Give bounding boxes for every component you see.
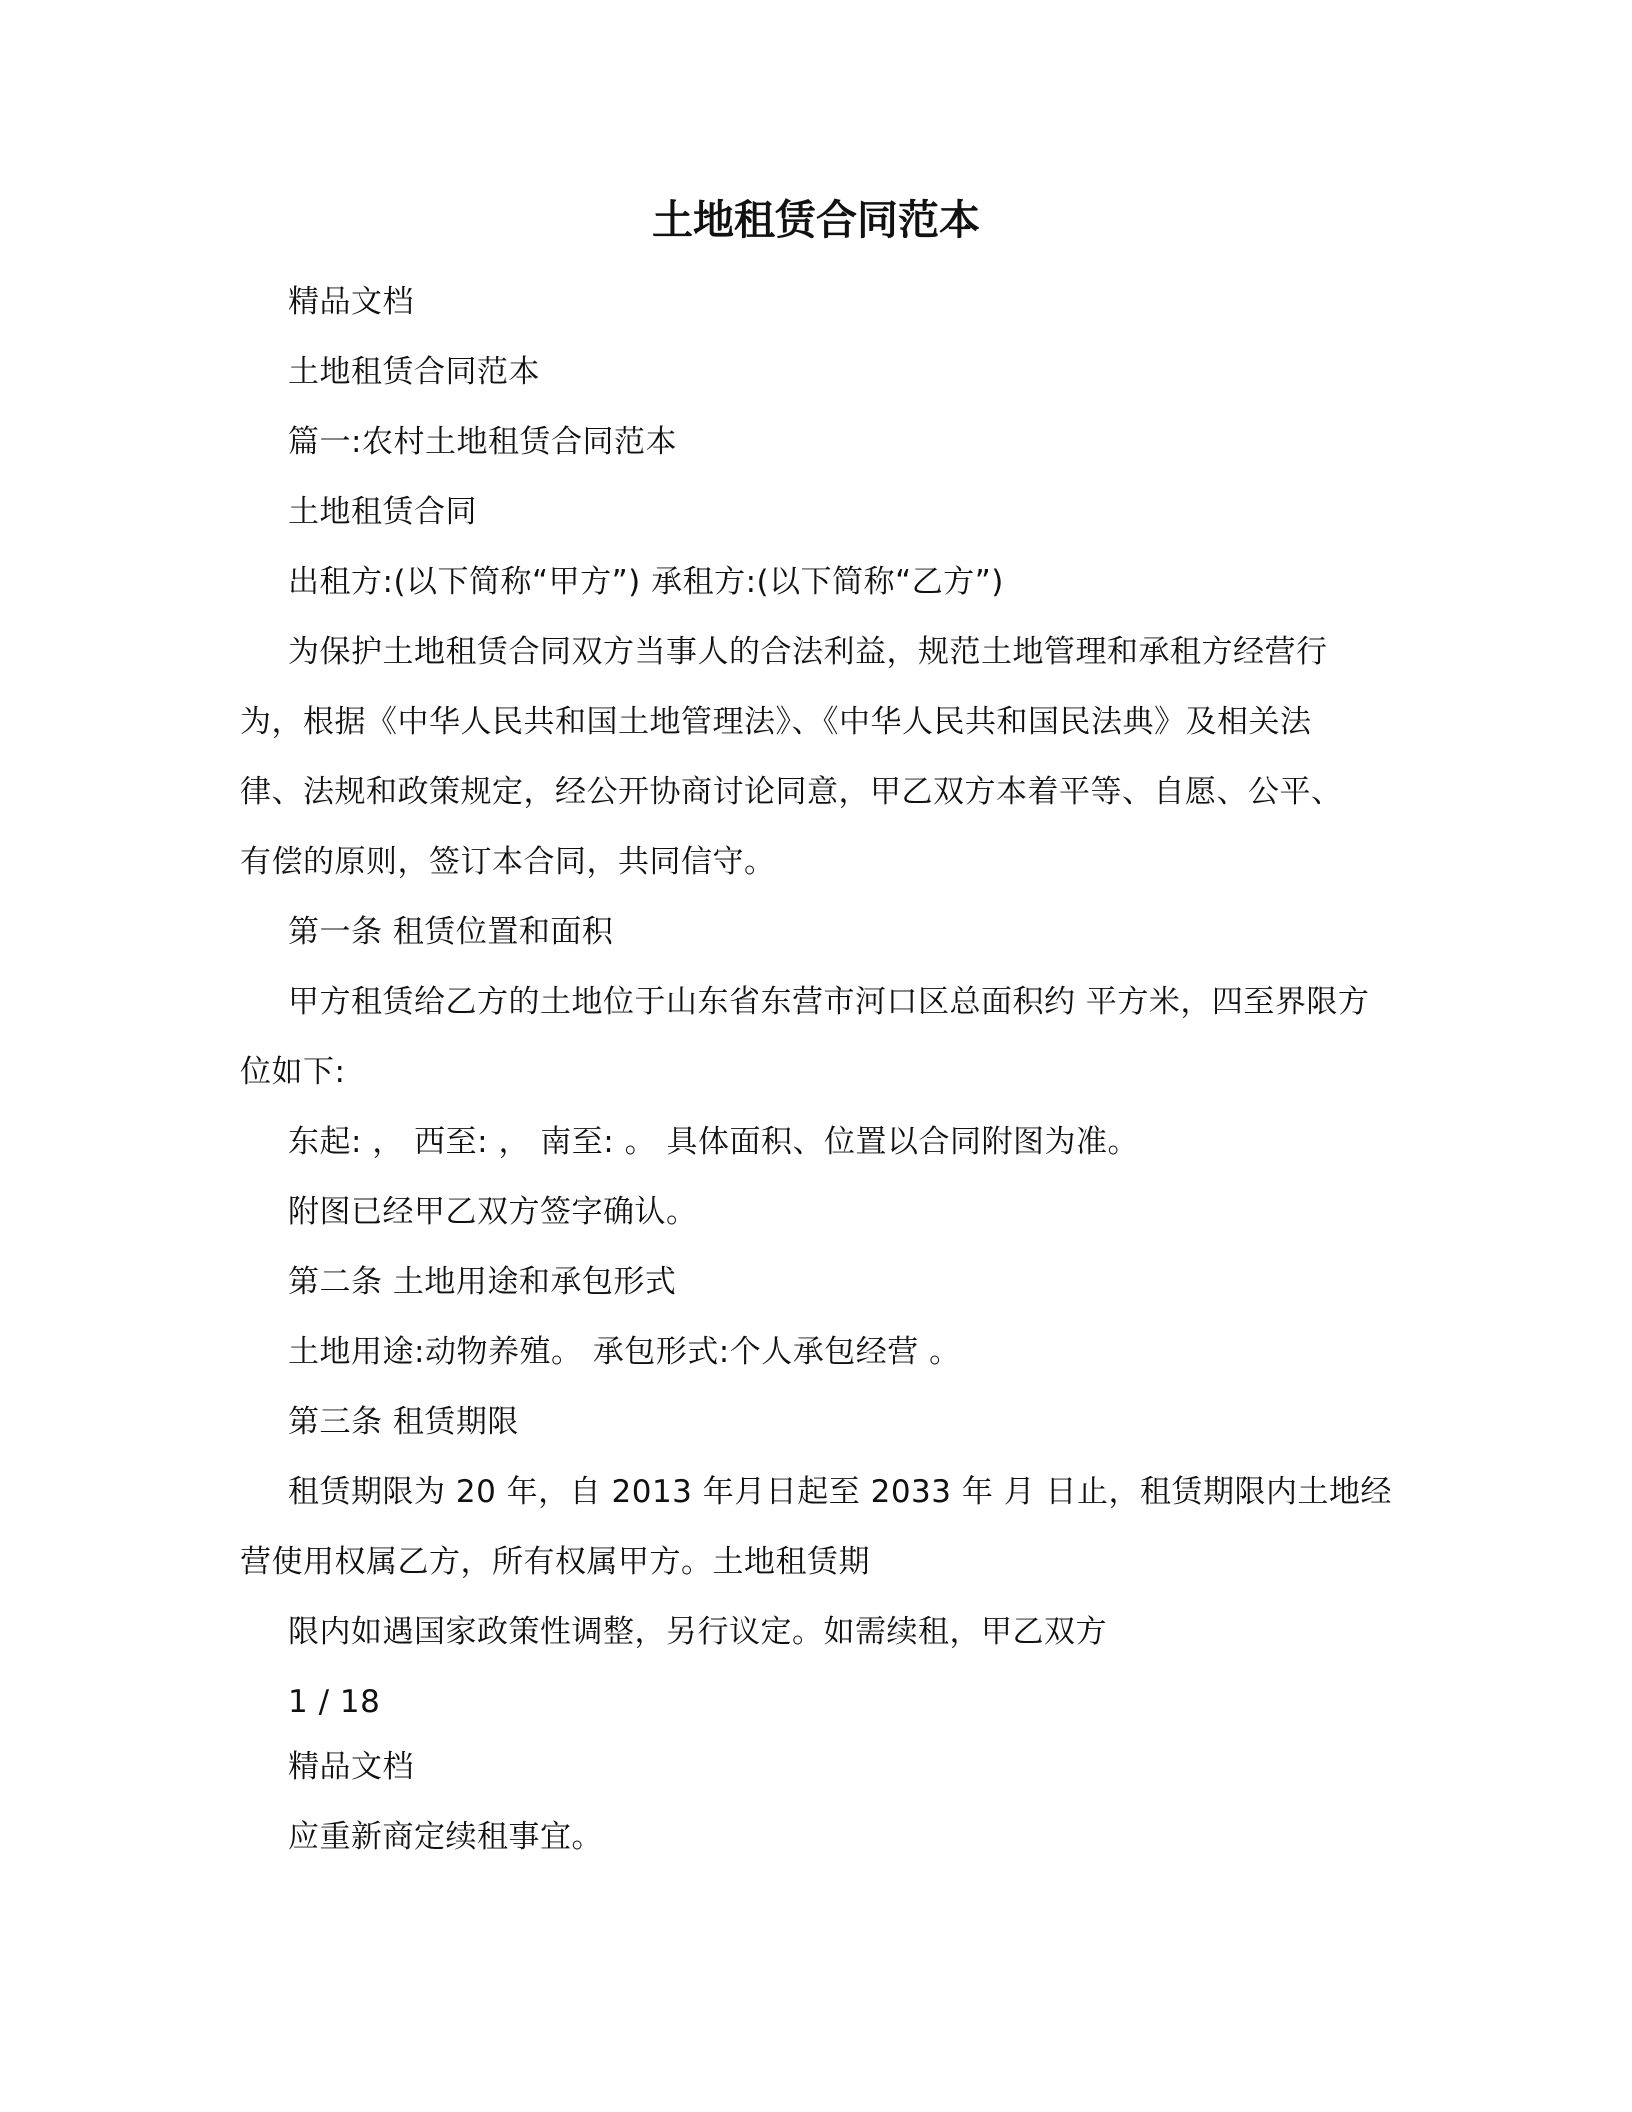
article-heading: 第二条 土地用途和承包形式 — [288, 1264, 677, 1300]
paragraph-line: 租赁期限为 20 年，自 2013 年月日起至 2033 年 月 日止，租赁期限内土地经 — [288, 1474, 1393, 1510]
paragraph-line: 位如下: — [240, 1054, 346, 1090]
paragraph-line: 限内如遇国家政策性调整，另行议定。如需续租，甲乙双方 — [288, 1614, 1107, 1650]
watermark-header: 精品文档 — [288, 1749, 414, 1785]
paragraph-line: 应重新商定续租事宜。 — [288, 1819, 603, 1855]
document-title: 土地租赁合同范本 — [652, 196, 980, 244]
parties-line: 出租方:(以下简称“甲方”) 承租方:(以下简称“乙方”) — [288, 564, 1004, 600]
text-line: 土地租赁合同 — [288, 494, 477, 530]
paragraph-line: 为保护土地租赁合同双方当事人的合法利益，规范土地管理和承租方经营行 — [288, 634, 1328, 670]
text-line: 土地租赁合同范本 — [288, 354, 540, 390]
watermark-header: 精品文档 — [288, 284, 414, 320]
paragraph-line: 东起: ， 西至: ， 南至: 。 具体面积、位置以合同附图为准。 — [288, 1124, 1139, 1160]
page-number: 1 / 18 — [288, 1684, 381, 1720]
paragraph-line: 附图已经甲乙双方签字确认。 — [288, 1194, 698, 1230]
paragraph-line: 甲方租赁给乙方的土地位于山东省东营市河口区总面积约 平方米，四至界限方 — [288, 984, 1370, 1020]
article-heading: 第一条 租赁位置和面积 — [288, 914, 614, 950]
section-heading: 篇一:农村土地租赁合同范本 — [288, 424, 677, 460]
paragraph-line: 营使用权属乙方，所有权属甲方。土地租赁期 — [240, 1544, 870, 1580]
article-heading: 第三条 租赁期限 — [288, 1404, 519, 1440]
paragraph-line: 有偿的原则，签订本合同，共同信守。 — [240, 844, 776, 880]
paragraph-line: 土地用途:动物养殖。 承包形式:个人承包经营 。 — [288, 1334, 961, 1370]
paragraph-line: 为，根据《中华人民共和国土地管理法》、《中华人民共和国民法典》及相关法 — [240, 704, 1312, 740]
paragraph-line: 律、法规和政策规定，经公开协商讨论同意，甲乙双方本着平等、自愿、公平、 — [240, 774, 1343, 810]
